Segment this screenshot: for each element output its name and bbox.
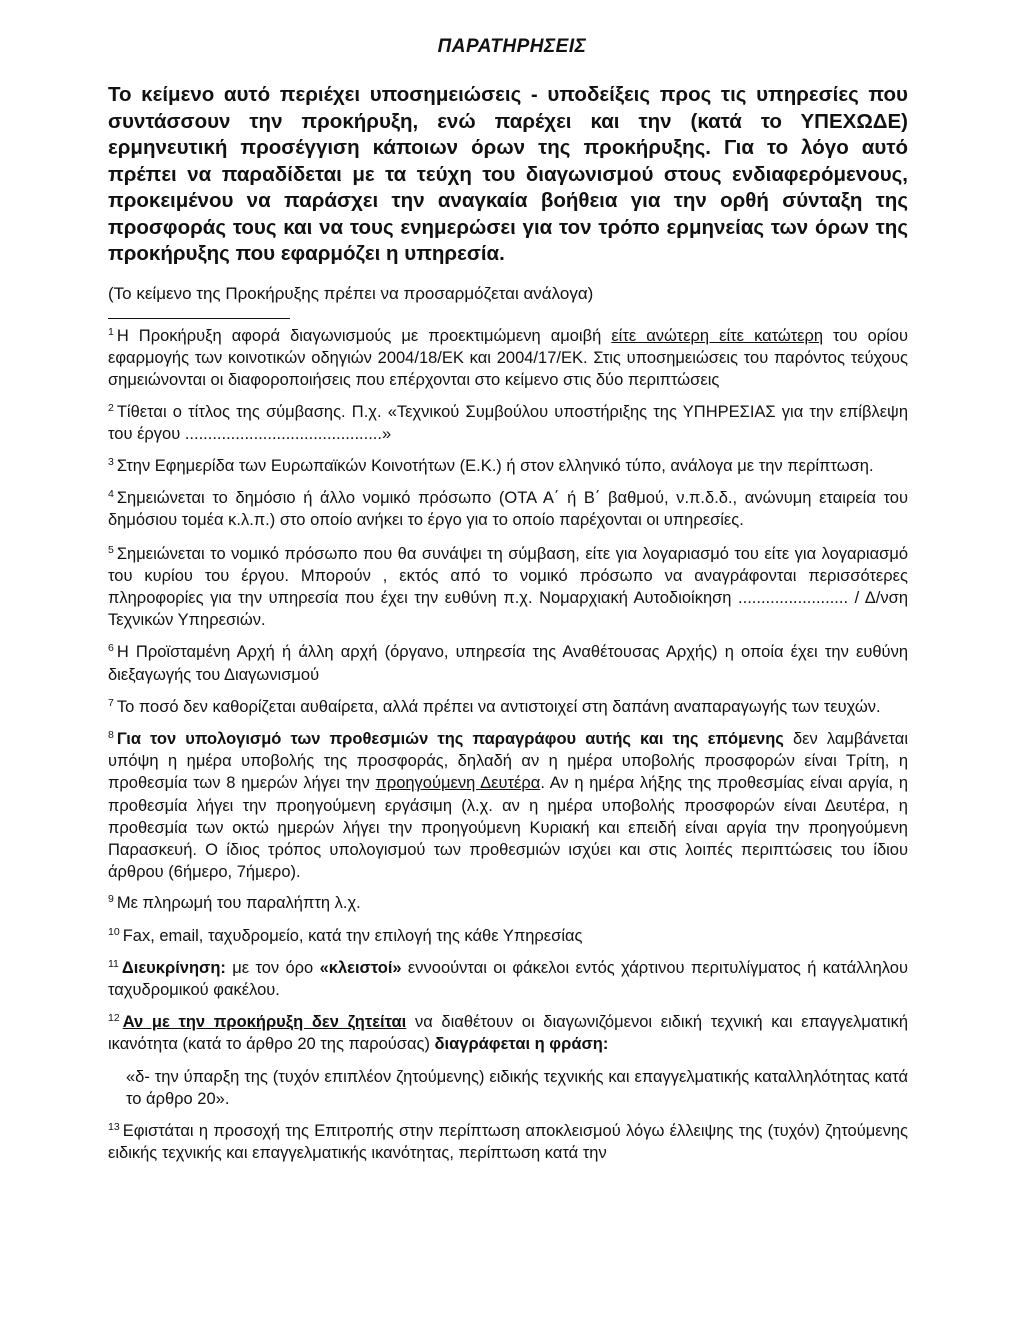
footnote-number: 9: [108, 893, 114, 906]
footnote-12: $^{12}$ Αν με την προκήρυξη δεν ζητείται να διαθέτουν οι διαγωνιζόμενοι ειδική τεχνική και επαγγελματική ικανότητα (κατά το άρθρο 20 της παρούσας) διαγράφεται η φράση:: [108, 1012, 909, 1054]
footnote-1: $^1$ Η Προκήρυξη αφορά διαγωνισμούς με προεκτιμώμενη αμοιβή είτε ανώτερη είτε κατώτερη του ορίου εφαρμογής των κοινοτικών οδηγιών 2004/18/ΕΚ και 2004/17/ΕΚ. Στις υποσημειώσεις του παρόντος τεύχους σημειώνονται οι διαφοροποιήσεις που επέρχονται στο κείμενο στις δύο περιπτώσεις: [108, 326, 909, 390]
footnote-5: $^5$ Σημειώνεται το νομικό πρόσωπο που θα συνάψει τη σύμβαση, είτε για λογαριασμό του είτε για λογαριασμό του κυρίου του έργου. Μπορούν , εκτός από το νομικό πρόσωπο να αναγράφονται περισσότερες πληροφορίες για την υπηρεσία που έχει την ευθύνη π.χ. Νομαρχιακή Αυτοδιοίκηση ........................ / Δ/νση Τεχνικών Υπηρεσιών.: [108, 543, 908, 630]
footnote-7: $^7$ Το ποσό δεν καθορίζεται αυθαίρετα, αλλά πρέπει να αντιστοιχεί στη δαπάνη αναπαραγωγής των τευχών.: [108, 696, 881, 716]
footnote-12-quote: «δ- την ύπαρξη της (τυχόν επιπλέον ζητούμενης) ειδικής τεχνικής και επαγγελματικής καταλληλότητας κατά το άρθρο 20».: [126, 1067, 908, 1108]
footnote-number: 3: [108, 456, 114, 469]
footnote-number: 5: [108, 543, 114, 556]
footnote-number: 12: [108, 1012, 120, 1025]
footnote-6: $^6$ Η Προϊσταμένη Αρχή ή άλλη αρχή (όργανο, υπηρεσία της Αναθέτουσας Αρχής) η οποία έχει την ευθύνη διεξαγωγής του Διαγωνισμού: [108, 642, 908, 684]
footnote-number: 6: [108, 642, 114, 655]
footnotes: [108, 325, 908, 1165]
footnote-number: 10: [108, 925, 120, 938]
footnote-number: 1: [108, 326, 114, 338]
footnote-13: $^{13}$ Εφιστάται η προσοχή της Επιτροπής στην περίπτωση αποκλεισμού λόγω έλλειψης της (τυχόν) ζητούμενης ειδικής τεχνικής και επαγγελματικής ικανότητας, περίπτωση κατά την: [108, 1121, 908, 1163]
footnote-number: 7: [108, 696, 114, 709]
page-title: ΠΑΡΑΤΗΡΗΣΕΙΣ: [437, 36, 587, 57]
footnote-number: 13: [108, 1121, 120, 1134]
footnote-9: $^9$ Με πληρωμή του παραλήπτη λ.χ.: [108, 893, 361, 913]
adaptation-note: (Το κείμενο της Προκήρυξης πρέπει να προσαρμόζεται ανάλογα): [108, 284, 594, 303]
footnote-4: $^4$ Σημειώνεται το δημόσιο ή άλλο νομικό πρόσωπο (ΟΤΑ Α΄ ή Β΄ βαθμού, ν.π.δ.δ., ανώνυμη εταιρεία του δημόσιου τομέα κ.λ.π.) στο οποίο ανήκει το έργο για το οποίο παρέχονται οι υπηρεσίες.: [108, 488, 908, 530]
footnote-3: $^3$ Στην Εφημερίδα των Ευρωπαϊκών Κοινοτήτων (Ε.Κ.) ή στον ελληνικό τύπο, ανάλογα με την περίπτωση.: [108, 456, 874, 476]
footnote-8: $^8$ Για τον υπολογισμό των προθεσμιών της παραγράφου αυτής και της επόμενης δεν λαμβάνεται υπόψη η ημέρα υποβολής της προσφοράς, δηλαδή αν η ημέρα υποβολής προσφορών είναι Τρίτη, η προθεσμία των 8 ημερών λήγει την προηγούμενη Δευτέρα. Αν η ημέρα λήξης της προθεσμίας είναι αργία, η προθεσμία λήγει την προηγούμενη εργάσιμη (λ.χ. αν η ημέρα υποβολής προσφορών είναι Δευτέρα, η προθεσμία των οκτώ ημερών λήγει την προηγούμενη Κυριακή και επειδή είναι αργία την προηγούμενη Παρασκευή. Ο ίδιος τρόπος υπολογισμού των προθεσμιών ισχύει και στις λοιπές περιπτώσεις του ίδιου άρθρου (6ήμερο, 7ήμερο).: [108, 729, 908, 882]
intro-paragraph: Το κείμενο αυτό περιέχει υποσημειώσεις - υποδείξεις προς τις υπηρεσίες που συντάσσουν την προκήρυξη, ενώ παρέχει και την (κατά το ΥΠΕΧΩΔΕ) ερμηνευτική προσέγγιση κάποιων όρων της προκήρυξης. Για το λόγο αυτό πρέπει να παραδίδεται με τα τεύχη του διαγωνισμού στους ενδιαφερόμενους, προκειμένου να παράσχει την αναγκαία βοήθεια για την ορθή σύνταξη της προσφοράς τους και να τους ενημερώσει για τον τρόπο ερμηνείας των όρων της προκήρυξης που εφαρμόζει η υπηρεσία.: [108, 83, 908, 265]
footnote-2: $^2$ Τίθεται ο τίτλος της σύμβασης. Π.χ. «Τεχνικού Συμβούλου υποστήριξης της ΥΠΗΡΕΣΙΑΣ για την επίβλεψη του έργου ...........................................»: [108, 401, 908, 443]
footnote-number: 8: [108, 729, 114, 742]
footnote-11: $^{11}$ Διευκρίνηση: με τον όρο «κλειστοί» εννοούνται οι φάκελοι εντός χάρτινου περιτυλίγματος ή κατάλληλου ταχυδρομικού φακέλου.: [108, 957, 909, 1000]
footnote-divider: [108, 318, 290, 319]
footnote-number: 4: [108, 488, 114, 501]
footnote-10: $^{10}$ Fax, email, ταχυδρομείο, κατά την επιλογή της κάθε Υπηρεσίας: [108, 925, 583, 945]
footnote-number: 2: [108, 401, 114, 414]
footnote-number: 11: [108, 957, 119, 970]
